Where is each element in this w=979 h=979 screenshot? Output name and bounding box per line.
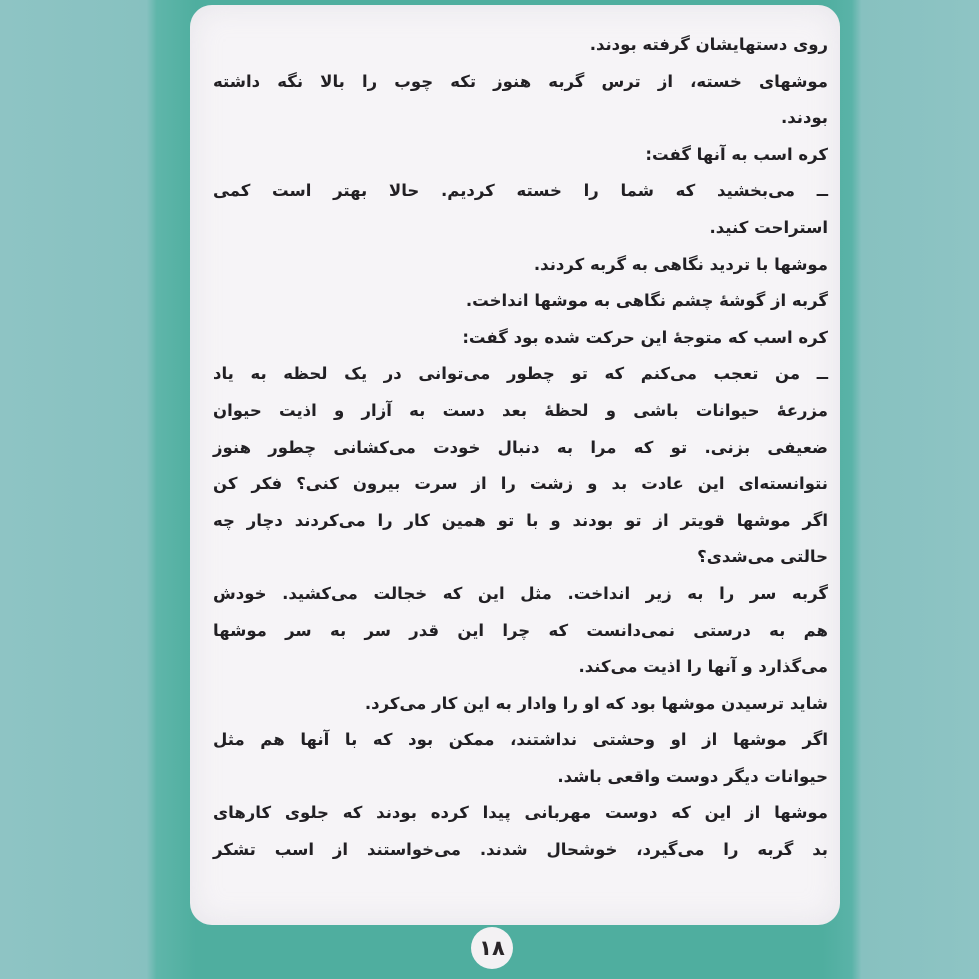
text-line: موشها با تردید نگاهی به گربه کردند. [533,254,828,274]
text-line: گربه از گوشهٔ چشم نگاهی به موشها انداخت. [465,291,828,311]
text-line: گربه سر را به زیر انداخت. مثل این که خجالت می‌کشید. خودش [213,583,828,603]
book-page [190,5,840,925]
text-line: روی دستهایشان گرفته بودند. [589,35,828,54]
text-line: هم به درستی نمی‌دانست که چرا این قدر سر به سر موشها [213,620,828,640]
text-line: موشهای خسته، از ترس گربه هنوز تکه چوب را بالا نگه داشته [213,71,828,91]
page-text [213,27,828,869]
text-line: کره اسب که متوجهٔ این حرکت شده بود گفت: [462,327,828,347]
text-line: حالتی می‌شدی؟ [697,547,828,567]
text-line: می‌گذارد و آنها را اذیت می‌کند. [578,657,828,677]
page-number: ۱۸ [471,927,513,969]
text-line: مزرعهٔ حیوانات باشی و لحظهٔ بعد دست به آزار و اذیت حیوان [213,400,828,420]
text-line: نتوانسته‌ای این عادت بد و زشت را از سرت بیرون کنی؟ فکر کن [213,474,828,494]
text-line: ضعیفی بزنی. تو که مرا به دنبال خودت می‌کشانی چطور هنوز [213,437,828,457]
text-line: شاید ترسیدن موشها بود که او را وادار به این کار می‌کرد. [364,693,828,713]
text-line: موشها از این که دوست مهربانی پیدا کرده بودند که جلوی کارهای [213,803,828,823]
text-line: اگر موشها از او وحشتی نداشتند، ممکن بود که با آنها هم مثل [213,730,828,750]
text-line: ــ من تعجب می‌کنم که تو چطور می‌توانی در یک لحظه به یاد [213,364,828,384]
text-line: اگر موشها قویتر از تو بودند و با تو همین کار را می‌کردند دچار چه [213,510,828,530]
text-line: ــ می‌بخشید که شما را خسته کردیم. حالا بهتر است کمی [213,181,828,201]
text-line: حیوانات دیگر دوست واقعی باشد. [557,766,828,786]
text-line: استراحت کنید. [709,217,828,237]
text-line: کره اسب به آنها گفت: [645,144,828,164]
text-line: بد گربه را می‌گیرد، خوشحال شدند. می‌خواستند از اسب تشکر [213,840,828,860]
text-line: بودند. [780,108,828,128]
